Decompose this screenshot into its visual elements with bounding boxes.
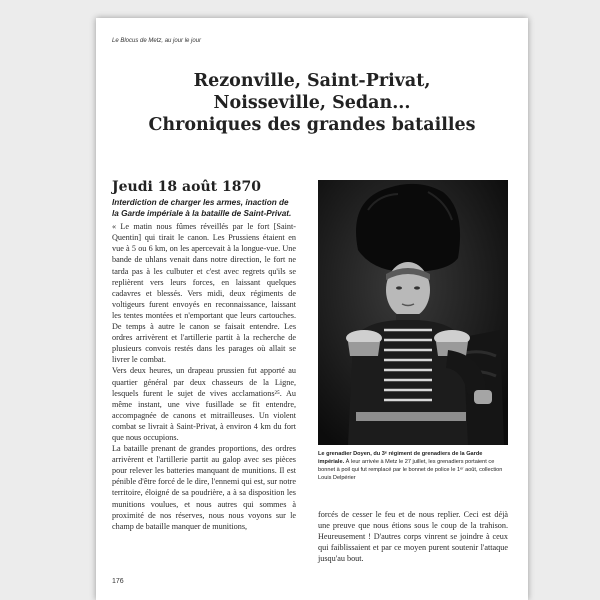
body-paragraph: La bataille prenant de grandes proportions, des ordres arrivèrent et l'artillerie partit au galop avec ses pièces pour relever les batteries manquant de munitions. Il est pénible d'être forcé de le dire, l'ennemi qui est, sur notre territoire, éloigné de sa poudrière, a à sa disposition les munitions voulues, et nous autres qui sommes à proximité de nos réserves, nous nous voyons sur le champ de bataille manquer de munitions,: [112, 444, 296, 531]
right-column: [318, 509, 508, 564]
page-title: [96, 70, 528, 136]
book-page: [96, 18, 528, 600]
body-paragraph-continuation: forcés de cesser le feu et de nous replier. Ceci est déjà une preuve que nous étions sous le coup de la trahison. Heureusement ! D'autres corps vinrent se joindre à ceux qui faiblissaient et par ce moyen purent soutenir l'attaque jusqu'au bout.: [318, 510, 508, 564]
body-paragraph: « Le matin nous fûmes réveillés par le fort [Saint-Quentin] qui tirait le canon. Les Prussiens étaient en vue à 5 ou 6 km, on les apercevait à la longue-vue. Une bande de uhlans venait dans notre direction, le fort ne tarda pas à les culbuter et c'est avec regrets qu'ils se replièrent vers leurs forces, en laissant quelques cadavres et blessés. Vers midi, deux régiments de voltigeurs furent envoyés en reconnaissance, laissant les tentes montées et n'emportant que leurs cartouches. De temps à autre le canon se faisait entendre. Les ordres arrivèrent et l'artillerie partit à la recherche de plusieurs convois restés dans les parages où allait se livrer le combat.: [112, 222, 296, 365]
grenadier-photo: [318, 180, 508, 445]
title-line: Rezonville, Saint-Privat,: [193, 71, 431, 91]
running-head: Le Blocus de Metz, au jour le jour: [112, 38, 202, 44]
date-heading: Jeudi 18 août 1870: [112, 179, 261, 195]
photo-caption: [318, 450, 508, 482]
title-line: Chroniques des grandes batailles: [148, 115, 476, 135]
section-subheading: Interdiction de charger les armes, inaction de la Garde impériale à la bataille de Saint-Privat.: [112, 198, 292, 218]
body-paragraph: Vers deux heures, un drapeau prussien fut apporté au quartier général par deux chasseurs de la Ligne, lesquels furent le sujet de vives acclamations²⁵. Au même instant, une vive fusillade se fit entendre, accompagnée de canons et mitrailleuses. Un violent combat se livrait à Saint-Privat, à environ 4 km du fort que nous occupions.: [112, 366, 296, 442]
page-number: 176: [112, 578, 124, 585]
title-line: Noisseville, Sedan...: [213, 93, 411, 113]
caption-text: À leur arrivée à Metz le 27 juillet, les grenadiers portaient ce bonnet à poil qui fut remplacé par le bonnet de police le 1ᵉʳ août, collection Louis Delpérier: [318, 459, 503, 481]
left-column: [112, 178, 296, 532]
caption-bold: Le grenadier Doyen, du 3ᵉ régiment de grenadiers de la Garde impériale.: [318, 451, 483, 465]
